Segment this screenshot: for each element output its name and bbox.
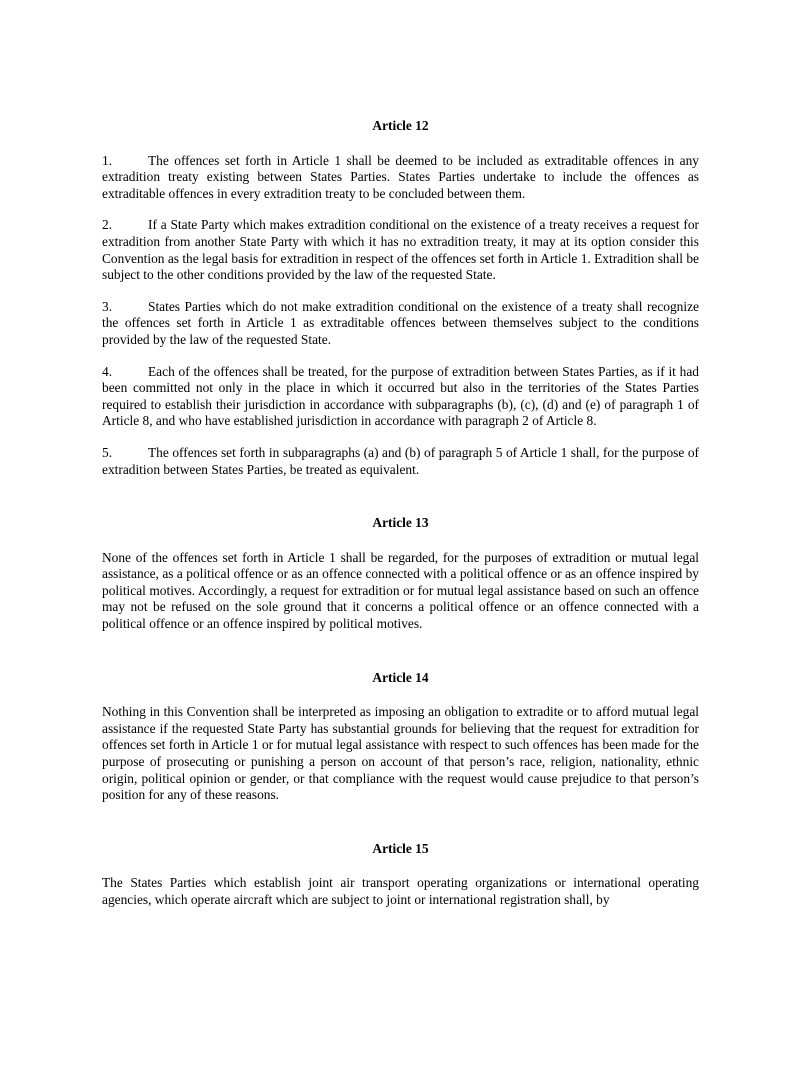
paragraph-text: States Parties which do not make extradition conditional on the existence of a treaty shall recognize the offences set forth in Article 1 as extraditable offences between themselves subject to the conditions provided by the law of the requested State. bbox=[102, 298, 699, 347]
numbered-paragraph bbox=[102, 299, 699, 349]
paragraph-number: 3. bbox=[102, 298, 113, 314]
paragraph-number: 5. bbox=[102, 444, 113, 460]
paragraph-text: The States Parties which establish joint air transport operating organizations or international operating agencies, which operate aircraft which are subject to joint or international registration shall, by bbox=[102, 875, 699, 907]
numbered-paragraph bbox=[102, 364, 699, 430]
article-13 bbox=[102, 515, 699, 633]
numbered-paragraph bbox=[102, 153, 699, 203]
article-heading: Article 15 bbox=[372, 840, 429, 856]
article-12 bbox=[102, 118, 699, 478]
article-heading: Article 14 bbox=[372, 669, 429, 685]
document-page bbox=[102, 118, 699, 924]
paragraph-text: The offences set forth in Article 1 shall be deemed to be included as extraditable offences in any extradition treaty existing between States Parties. States Parties undertake to include the offences as extraditable offences in every extradition treaty to be concluded between them. bbox=[102, 152, 699, 201]
paragraph-text: Nothing in this Convention shall be interpreted as imposing an obligation to extradite or to afford mutual legal assistance if the requested State Party has substantial grounds for believing that the request for extradition for offences set forth in Article 1 or for mutual legal assistance with respect to such offences has been made for the purpose of prosecuting or punishing a person on account of that person’s race, religion, nationality, ethnic origin, political opinion or gender, or that compliance with the request would cause prejudice to that person’s position for any of these reasons. bbox=[102, 704, 699, 803]
paragraph-number: 2. bbox=[102, 217, 113, 233]
article-15 bbox=[102, 841, 699, 909]
paragraph-text: The offences set forth in subparagraphs (a) and (b) of paragraph 5 of Article 1 shall, for the purpose of extradition between States Parties, be treated as equivalent. bbox=[102, 444, 699, 477]
numbered-paragraph bbox=[102, 217, 699, 283]
numbered-paragraph bbox=[102, 445, 699, 478]
paragraph-text: If a State Party which makes extradition conditional on the existence of a treaty receives a request for extradition from another State Party with which it has no extradition treaty, it may at its option consider this Convention as the legal basis for extradition in respect of the offences set forth in Article 1. Extradition shall be subject to the other conditions provided by the law of the requested State. bbox=[102, 217, 699, 283]
paragraph-number: 1. bbox=[102, 152, 113, 168]
paragraph-text: None of the offences set forth in Article 1 shall be regarded, for the purposes of extradition or mutual legal assistance, as a political offence or as an offence connected with a political offence or as an offence inspired by political motives. Accordingly, a request for extradition or for mutual legal assistance based on such an offence may not be refused on the sole ground that it concerns a political offence or an offence connected with a political offence or an offence inspired by political motives. bbox=[102, 549, 699, 632]
article-spacer bbox=[102, 493, 699, 515]
article-spacer bbox=[102, 648, 699, 670]
paragraph-number: 4. bbox=[102, 363, 113, 379]
article-14 bbox=[102, 670, 699, 804]
article-heading: Article 12 bbox=[372, 118, 429, 133]
article-spacer bbox=[102, 819, 699, 841]
article-heading: Article 13 bbox=[372, 515, 429, 531]
paragraph-text: Each of the offences shall be treated, for the purpose of extradition between States Parties, as if it had been committed not only in the place in which it occurred but also in the territories of the States Parties required to establish their jurisdiction in accordance with subparagraphs (b), (c), (d) and (e) of paragraph 1 of Article 8, and who have established jurisdiction in accordance with paragraph 2 of Article 8. bbox=[102, 363, 699, 429]
